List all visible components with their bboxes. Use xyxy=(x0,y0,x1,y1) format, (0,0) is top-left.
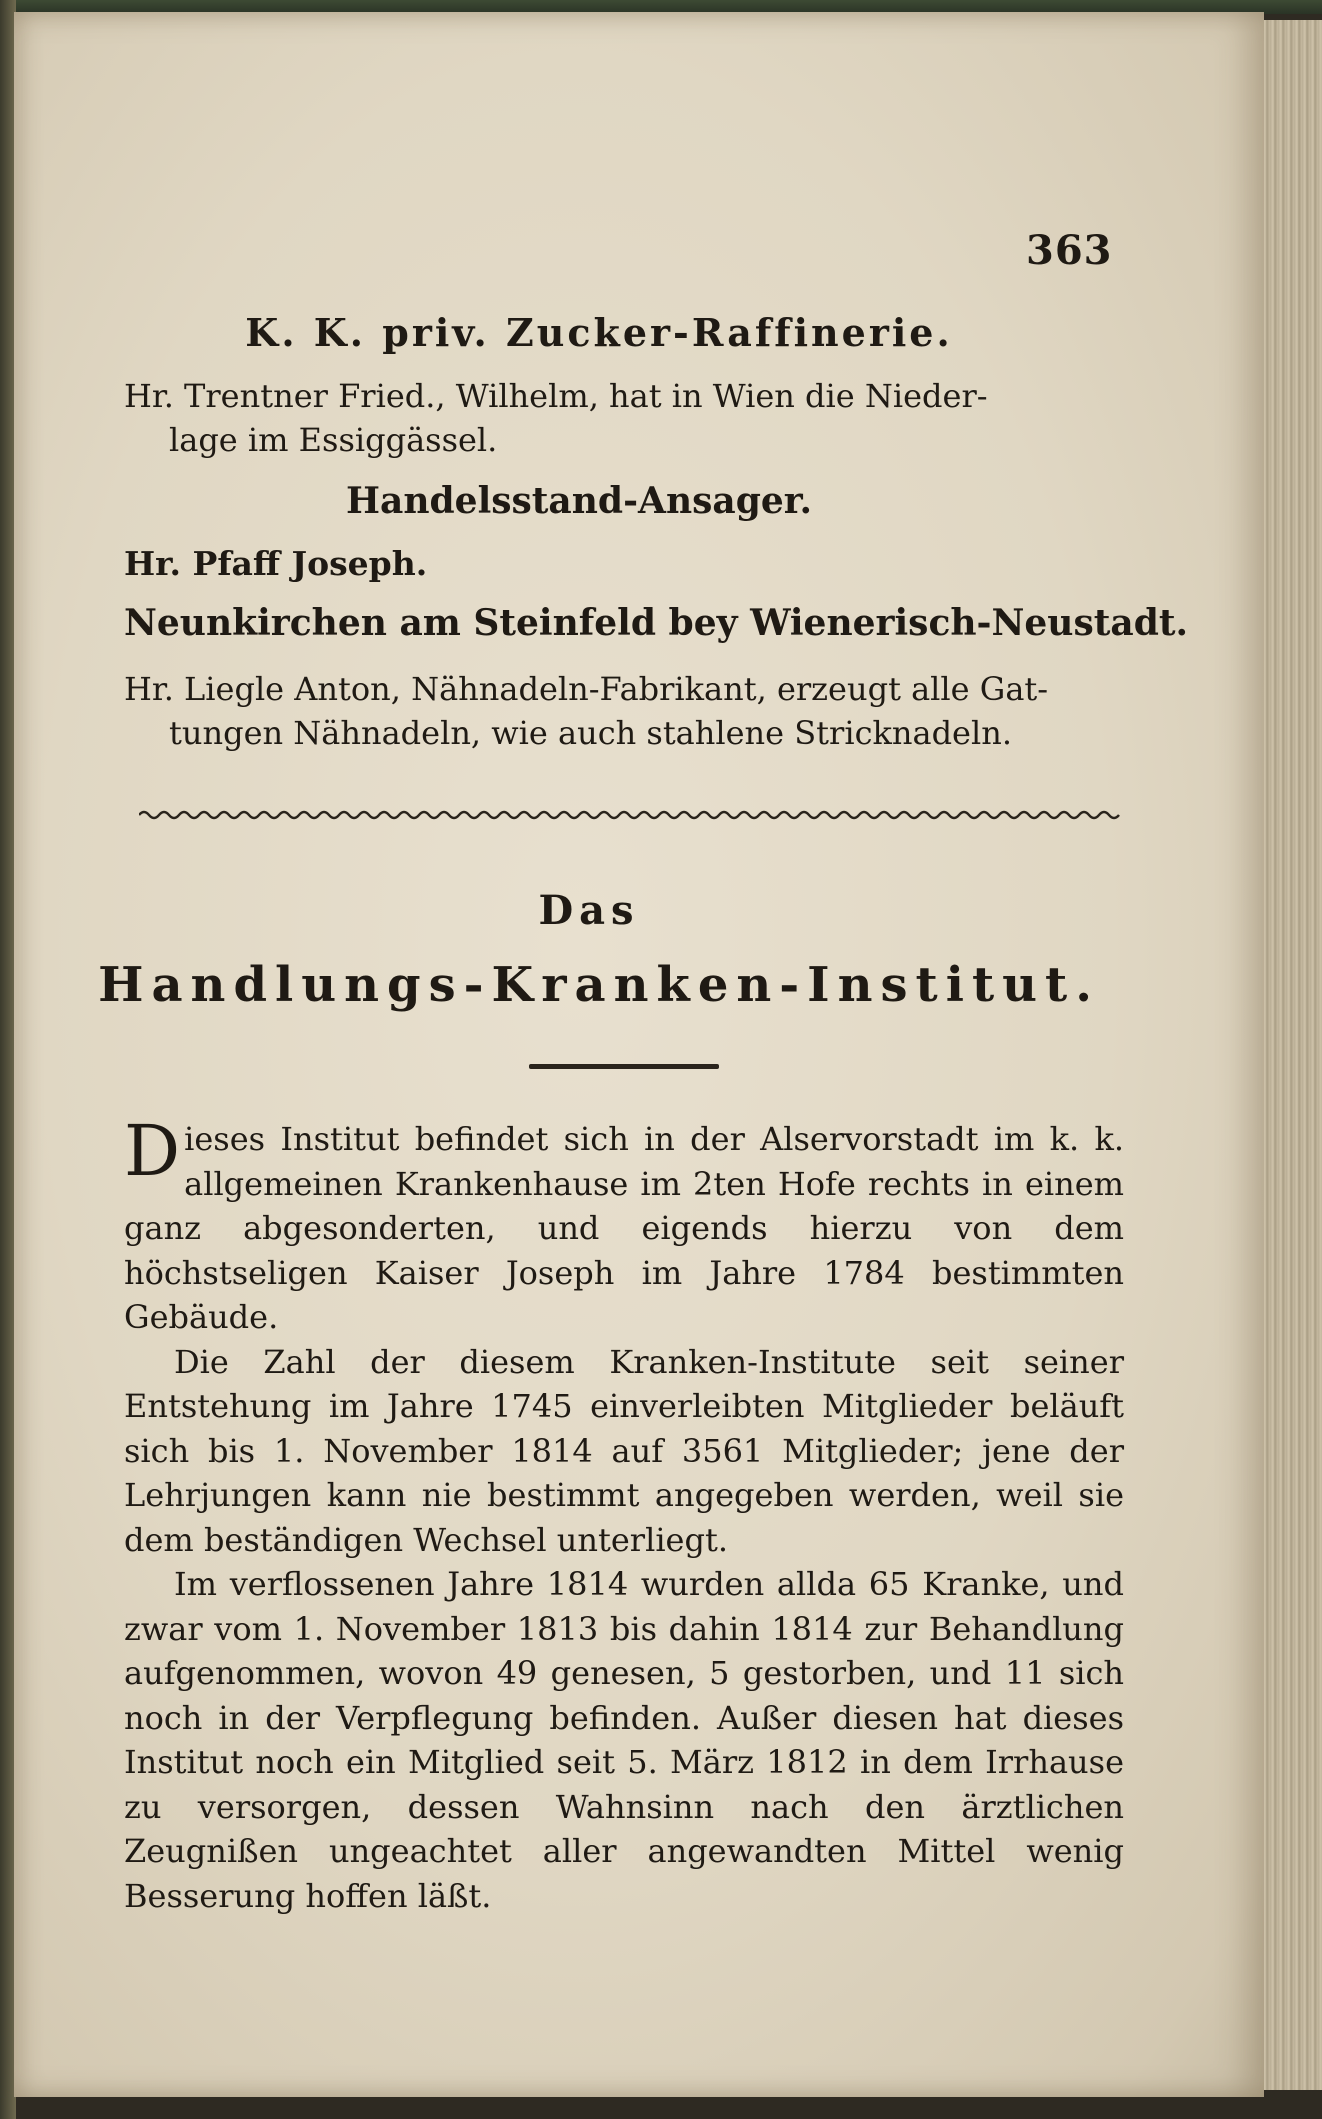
drop-cap: D xyxy=(124,1110,181,1192)
article-das: Das xyxy=(538,887,640,934)
page-number: 363 xyxy=(1026,227,1113,274)
paragraph-3: Im verflossenen Jahre 1814 wurden allda 65 Kranke, und zwar vom 1. November 1813 bis dahin 1814 zur Behandlung aufgenommen, wovon 49 genesen, 5 gestorben, und 11 sich noch in der Verpflegung befinden. Außer diesen hat dieses Institut noch ein Mitglied seit 5. März 1812 in dem Irrhause zu versorgen, dessen Wahnsinn nach den ärztlichen Zeugnißen ungeachtet aller angewandten Mittel wenig Besserung hoffen läßt. xyxy=(124,1565,1124,1915)
neunkirchen-heading: Neunkirchen am Steinfeld bey Wienerisch-Neustadt. xyxy=(124,602,1189,644)
article-title: Handlungs-Kranken-Institut. xyxy=(98,957,1100,1013)
page-stack-edge xyxy=(1262,20,1322,2090)
wavy-divider xyxy=(139,807,1124,823)
short-divider xyxy=(529,1064,719,1069)
trentner-entry xyxy=(124,374,1144,462)
liegle-entry-line2: tungen Nähnadeln, wie auch stahlene Stricknadeln. xyxy=(169,714,1012,752)
zucker-raffinerie-heading: K. K. priv. Zucker-Raffinerie. xyxy=(245,310,953,355)
trentner-entry-line2: lage im Essiggässel. xyxy=(169,421,498,459)
liegle-entry-line1: Hr. Liegle Anton, Nähnadeln-Fabrikant, erzeugt alle Gat- xyxy=(124,670,1049,708)
paragraph-1-text: ieses Institut befindet sich in der Alservorstadt im k. k. allgemeinen Krankenhause im 2ten Hofe rechts in einem ganz abgesonderten, und eigends hierzu von dem höchstseligen Kaiser Joseph im Jahre 1784 bestimmten Gebäude. xyxy=(124,1120,1124,1336)
book-page xyxy=(14,12,1264,2097)
trentner-entry-line1: Hr. Trentner Fried., Wilhelm, hat in Wien die Nieder- xyxy=(124,377,988,415)
handelsstand-heading: Handelsstand-Ansager. xyxy=(345,480,812,522)
pfaff-entry: Hr. Pfaff Joseph. xyxy=(124,544,428,583)
article-body xyxy=(124,1110,1124,1918)
paragraph-2: Die Zahl der diesem Kranken-Institute seit seiner Entstehung im Jahre 1745 einverleibten Mitglieder beläuft sich bis 1. November 1814 auf 3561 Mitglieder; jene der Lehrjungen kann nie bestimmt angegeben werden, weil sie dem beständigen Wechsel unterliegt. xyxy=(124,1342,1124,1559)
liegle-entry xyxy=(124,667,1144,755)
paragraph-1 xyxy=(124,1110,1124,1340)
